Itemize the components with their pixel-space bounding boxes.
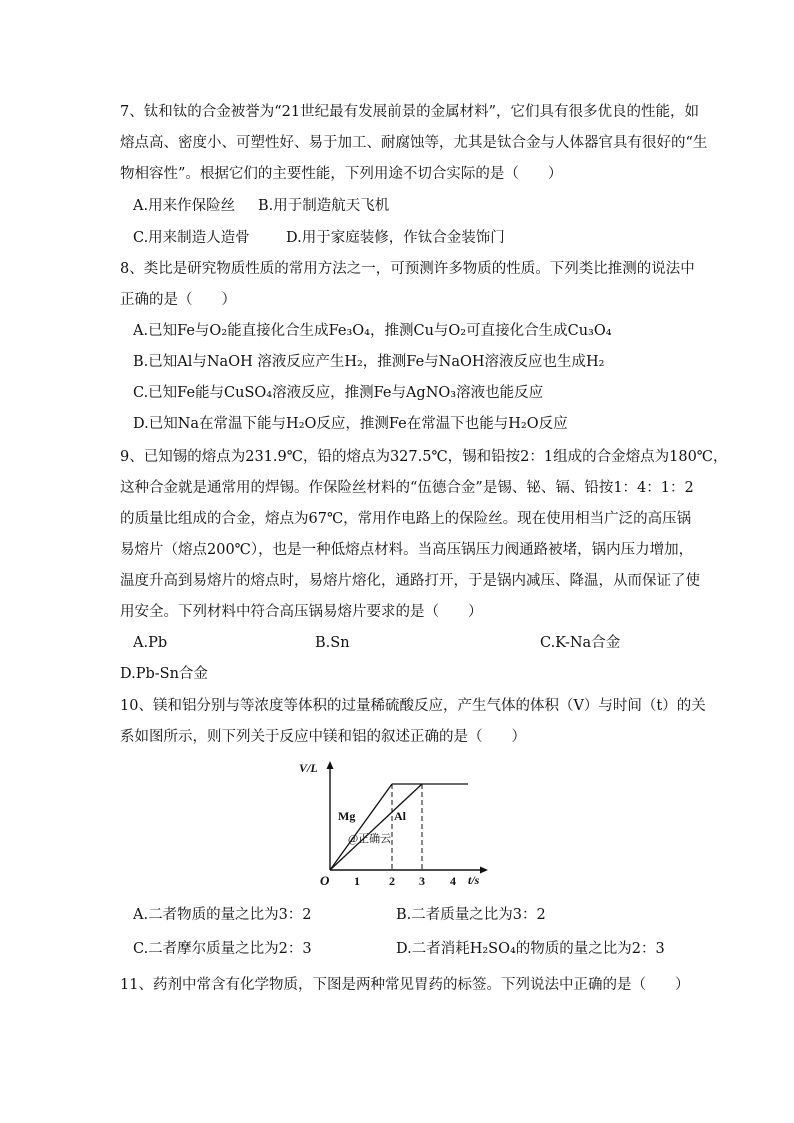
x-tick-1: 1 (354, 874, 360, 888)
q10-stem-line-2: 系如图所示，则下列关于反应中镁和铝的叙述正确的是（ ） (120, 729, 526, 745)
q7-stem-line-3: 物相容性”。根据它们的主要性能，下列用途不切合实际的是（ ） (120, 166, 563, 182)
q9-stem-line-1: 9、已知锡的熔点为231.9℃，铅的熔点为327.5℃，锡和铅按2：1组成的合金熔点为180℃， (120, 449, 728, 465)
q7-option-b: B.用于制造航天飞机 (258, 198, 390, 214)
q10-option-a: A.二者物质的量之比为3：2 (133, 907, 312, 923)
q9-option-c: C.K-Na合金 (540, 635, 621, 651)
q9-stem-line-4: 易熔片（熔点200℃），也是一种低熔点材料。当高压锅压力阀通路被堵，锅内压力增加， (120, 542, 694, 558)
x-axis-arrow (480, 867, 488, 874)
mg-label: Mg (338, 809, 356, 823)
q9-stem-line-5: 温度升高到易熔片的熔点时，易熔片熔化，通路打开，于是锅内减压、降温，从而保证了使 (120, 573, 700, 589)
q10-option-d: D.二者消耗H₂SO₄的物质的量之比为2：3 (396, 941, 665, 957)
q9-stem-line-3: 的质量比组成的合金，熔点为67℃，常用作电路上的保险丝。现在使用相当广泛的高压锅 (120, 511, 692, 527)
q10-option-c: C.二者摩尔质量之比为2：3 (133, 941, 312, 957)
q7-option-d: D.用于家庭装修，作钛合金装饰门 (286, 230, 505, 246)
q9-option-a: A.Pb (133, 635, 168, 651)
q8-option-b: B.已知Al与NaOH 溶液反应产生H₂，推测Fe与NaOH溶液反应也生成H₂ (133, 354, 605, 370)
x-tick-2: 2 (389, 874, 395, 888)
mg-line (330, 784, 392, 870)
watermark-label: @正确云 (348, 833, 392, 845)
y-axis-arrow (327, 761, 334, 769)
x-axis-label: t/s (468, 873, 480, 887)
q9-option-b: B.Sn (315, 635, 350, 651)
q9-stem-line-6: 用安全。下列材料中符合高压锅易熔片要求的是（ ） (120, 604, 483, 620)
q8-stem-line-2: 正确的是（ ） (120, 292, 236, 308)
q11-stem-line-1: 11、药剂中常含有化学物质，下图是两种常见胃药的标签。下列说法中正确的是（ ） (120, 977, 690, 993)
q9-stem-line-2: 这种合金就是通常用的焊锡。作保险丝材料的“伍德合金”是锡、铋、镉、铅按1：4：1：2 (120, 480, 694, 496)
q8-option-a: A.已知Fe与O₂能直接化合生成Fe₃O₄，推测Cu与O₂可直接化合生成Cu₃O₄ (133, 323, 612, 339)
q8-option-d: D.已知Na在常温下能与H₂O反应，推测Fe在常温下也能与H₂O反应 (133, 416, 568, 432)
q8-option-c: C.已知Fe能与CuSO₄溶液反应，推测Fe与AgNO₃溶液也能反应 (133, 385, 544, 401)
q10-stem-line-1: 10、镁和铝分别与等浓度等体积的过量稀硫酸反应，产生气体的体积（V）与时间（t）的关 (120, 698, 706, 714)
q9-option-d: D.Pb-Sn合金 (120, 666, 208, 682)
q7-stem-line-1: 7、钛和钛的合金被誉为“21世纪最有发展前景的金属材料”，它们具有很多优良的性能，如 (120, 104, 699, 120)
q10-option-b: B.二者质量之比为3：2 (396, 907, 546, 923)
al-line (330, 784, 422, 870)
origin-label: O (320, 873, 330, 888)
q7-option-a: A.用来作保险丝 (133, 198, 236, 214)
q8-stem-line-1: 8、类比是研究物质性质的常用方法之一，可预测许多物质的性质。下列类比推测的说法中 (120, 261, 695, 277)
q7-stem-line-2: 熔点高、密度小、可塑性好、易于加工、耐腐蚀等，尤其是钛合金与人体器官具有很好的“生 (120, 135, 708, 151)
al-label: Al (394, 809, 406, 823)
q7-option-c: C.用来制造人造骨 (133, 230, 250, 246)
x-tick-4: 4 (450, 874, 456, 888)
x-tick-3: 3 (419, 874, 425, 888)
volume-time-graph (296, 758, 496, 890)
y-axis-label: V/L (299, 761, 318, 775)
